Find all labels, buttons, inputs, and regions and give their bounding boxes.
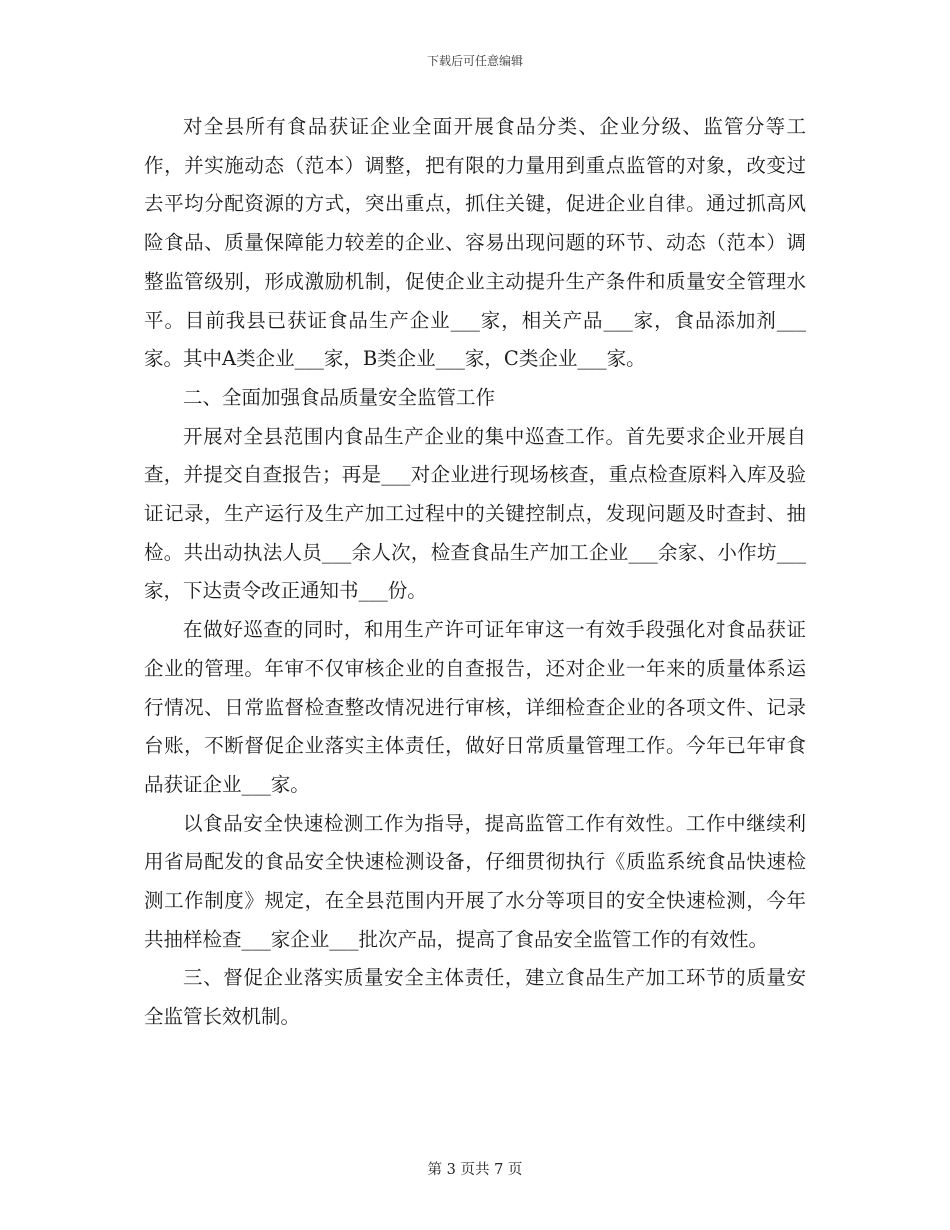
document-body xyxy=(144,108,806,1037)
page-footer: 第 3 页共 7 页 xyxy=(427,1162,523,1178)
paragraph-rapid-testing: 以食品安全快速检测工作为指导，提高监管工作有效性。工作中继续利用省局配发的食品安全快速检测设备，仔细贯彻执行《质监系统食品快速检测工作制度》规定，在全县范围内开展了水分等项目的安全快速检测，今年共抽样检查___家企业___批次产品，提高了食品安全监管工作的有效性。 xyxy=(144,811,806,951)
paragraph-annual-review: 在做好巡查的同时，和用生产许可证年审这一有效手段强化对食品获证企业的管理。年审不仅审核企业的自查报告，还对企业一年来的质量体系运行情况、日常监督检查整改情况进行审核，详细检查企业的各项文件、记录台账，不断督促企业落实主体责任，做好日常质量管理工作。今年已年审食品获证企业___家。 xyxy=(144,618,806,796)
section-heading-3: 三、督促企业落实质量安全主体责任，建立食品生产加工环节的质量安全监管长效机制。 xyxy=(144,966,806,1029)
paragraph-inspection: 开展对全县范围内食品生产企业的集中巡查工作。首先要求企业开展自查，并提交自查报告；再是___对企业进行现场核查，重点检查原料入库及验证记录，生产运行及生产加工过程中的关键控制点，发现问题及时查封、抽检。共出动执法人员___余人次，检查食品生产加工企业___余家、小作坊___家，下达责令改正通知书___份。 xyxy=(144,424,806,603)
paragraph-classification: 对全县所有食品获证企业全面开展食品分类、企业分级、监管分等工作，并实施动态（范本）调整，把有限的力量用到重点监管的对象，改变过去平均分配资源的方式，突出重点，抓住关键，促进企业自律。通过抓高风险食品、质量保障能力较差的企业、容易出现问题的环节、动态（范本）调整监管级别，形成激励机制，促使企业主动提升生产条件和质量安全管理水平。目前我县已获证食品生产企业___家，相关产品___家，食品添加剂___家。其中A类企业___家，B类企业___家，C类企业___家。 xyxy=(144,115,806,371)
section-heading-2: 二、全面加强食品质量安全监管工作 xyxy=(183,385,496,409)
page-header: 下载后可任意编辑 xyxy=(426,54,523,68)
